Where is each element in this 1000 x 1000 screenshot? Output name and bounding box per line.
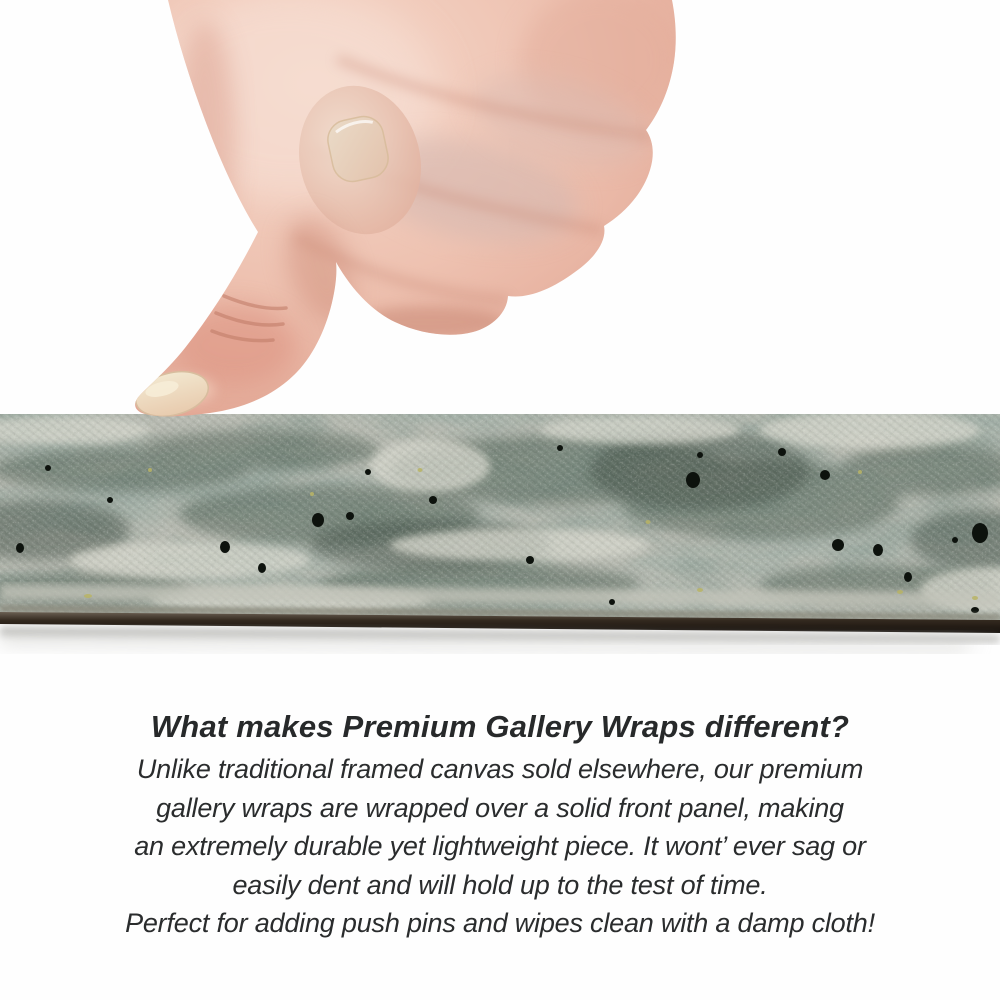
body-line-3: an extremely durable yet lightweight piece. It wont’ ever sag or [134,831,866,862]
marketing-copy [0,704,1000,943]
palm-edge-shade [175,20,235,260]
pinky-shadow [355,306,505,338]
headline: What makes Premium Gallery Wraps different? [150,709,850,744]
body-line-2: gallery wraps are wrapped over a solid front panel, making [156,792,844,823]
hand-photo [0,0,1000,432]
canvas-strip [0,406,1000,658]
body-line-4: easily dent and will hold up to the test of time. [232,869,768,900]
body-line-5: Perfect for adding push pins and wipes clean with a damp cloth! [125,908,875,939]
body-line-1: Unlike traditional framed canvas sold elsewhere, our premium [136,754,864,784]
